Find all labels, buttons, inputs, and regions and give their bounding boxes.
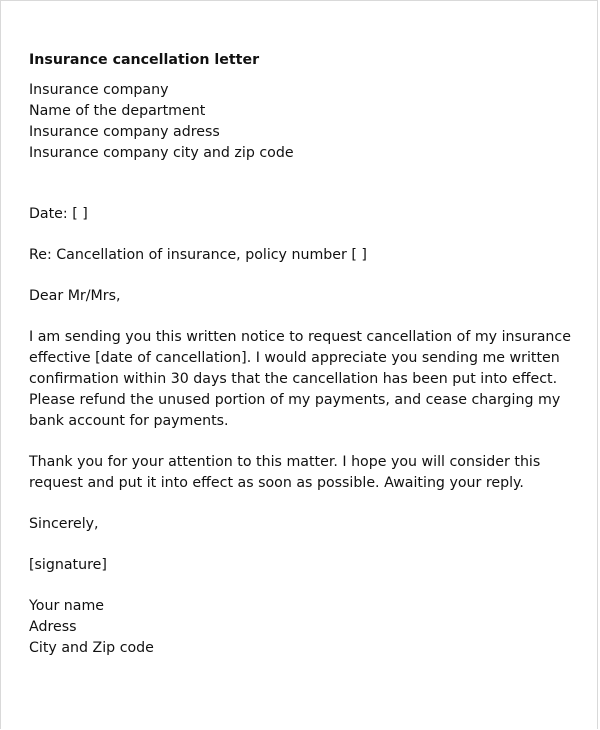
sender-address (29, 596, 589, 659)
recipient-line: Name of the department (29, 103, 206, 119)
body-line: effective [date of cancellation]. I would appreciate you sending me written (29, 350, 560, 366)
salutation: Dear Mr/Mrs, (29, 288, 121, 304)
recipient-line: Insurance company city and zip code (29, 145, 294, 161)
sender-line: Adress (29, 619, 77, 635)
date-line: Date: [ ] (29, 206, 88, 222)
body-line: Please refund the unused portion of my payments, and cease charging my (29, 392, 561, 408)
body-line: bank account for payments. (29, 413, 229, 429)
signature-placeholder: [signature] (29, 557, 107, 573)
recipient-address (29, 80, 589, 164)
body-paragraph-2 (29, 452, 589, 494)
body-line: confirmation within 30 days that the cancellation has been put into effect. (29, 371, 558, 387)
recipient-line: Insurance company (29, 82, 169, 98)
body-line: Thank you for your attention to this matter. I hope you will consider this (29, 454, 541, 470)
sender-line: Your name (29, 598, 105, 614)
body-line: request and put it into effect as soon as possible. Awaiting your reply. (29, 475, 524, 491)
closing: Sincerely, (29, 516, 99, 532)
subject-line: Re: Cancellation of insurance, policy number [ ] (29, 247, 367, 263)
letter-body (29, 49, 589, 659)
recipient-line: Insurance company adress (29, 124, 220, 140)
letter-title: Insurance cancellation letter (29, 52, 260, 68)
sender-line: City and Zip code (29, 640, 154, 656)
body-paragraph-1 (29, 327, 589, 432)
body-line: I am sending you this written notice to request cancellation of my insurance (29, 329, 571, 345)
